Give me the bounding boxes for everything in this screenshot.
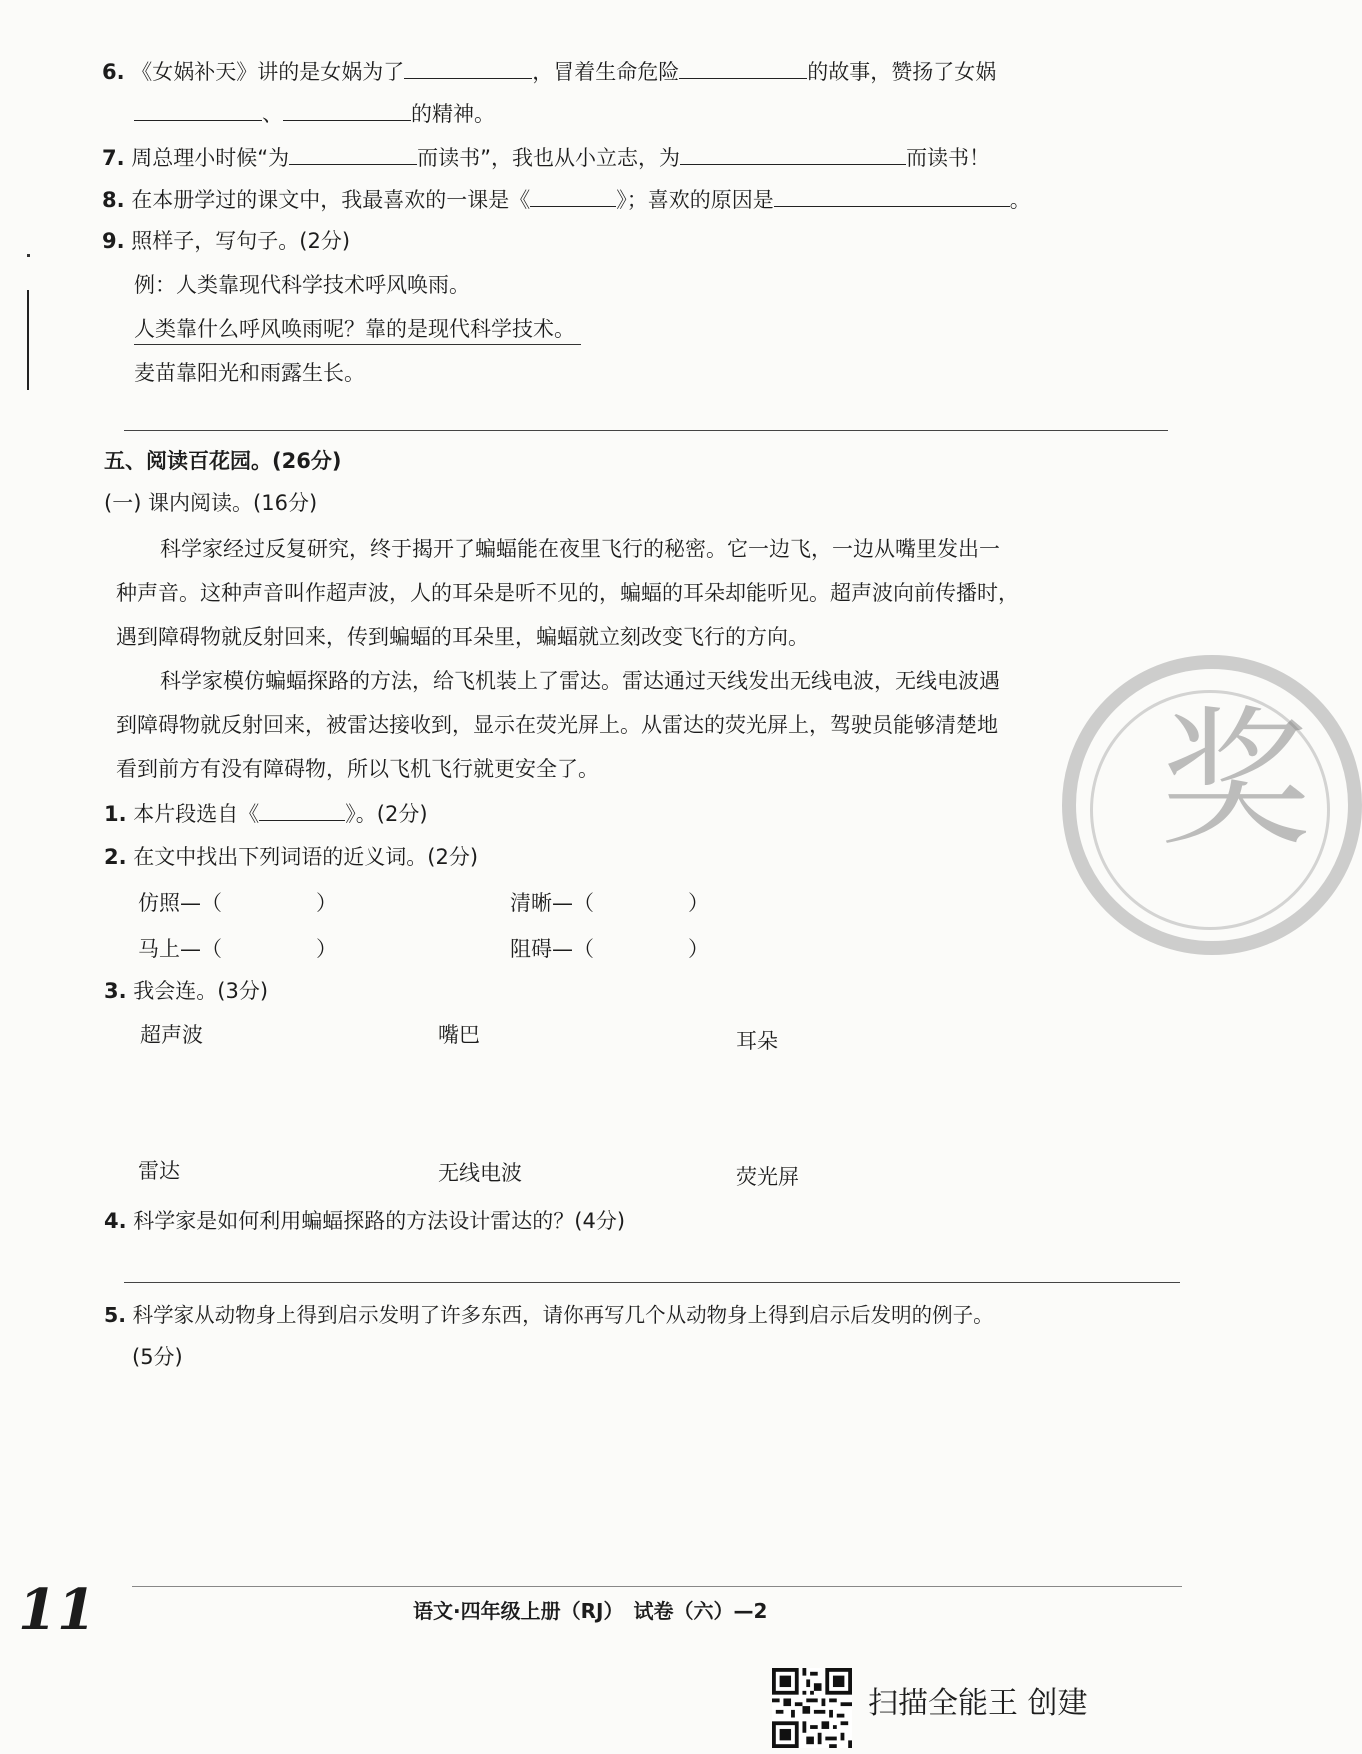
qr-code-icon	[772, 1668, 852, 1748]
q8-blank-reason[interactable]	[774, 184, 1010, 207]
q6-blank-4[interactable]	[283, 98, 411, 121]
synonym-item-1: 仿照—（ ）	[138, 891, 337, 915]
synonym-item-3: 马上—（ ）	[138, 937, 337, 961]
footer-rule	[132, 1586, 1182, 1587]
footer-title: 语文·四年级上册（RJ） 试卷（六）—2	[413, 1599, 768, 1623]
match-bottom-1[interactable]: 雷达	[138, 1159, 180, 1183]
q9-example: 例：人类靠现代科学技术呼风唤雨。	[134, 273, 470, 297]
passage-para1-line1: 科学家经过反复研究，终于揭开了蝙蝠能在夜里飞行的秘密。它一边飞，一边从嘴里发出一	[160, 537, 1000, 561]
section-5-title: 五、阅读百花园。(26分)	[104, 449, 342, 473]
match-top-2[interactable]: 嘴巴	[438, 1023, 480, 1047]
match-bottom-3[interactable]: 荧光屏	[736, 1165, 799, 1189]
reading-question-3: 3. 我会连。(3分)	[104, 979, 269, 1003]
passage-para1-line2: 种声音。这种声音叫作超声波，人的耳朵是听不见的，蝙蝠的耳朵却能听见。超声波向前传播时，	[116, 581, 1019, 605]
match-top-1[interactable]: 超声波	[140, 1023, 203, 1047]
q6-blank-3[interactable]	[134, 98, 262, 121]
question-6-line2: 、 的精神。	[134, 98, 495, 129]
award-stamp-char: 奖	[1160, 693, 1311, 867]
margin-binding-mark	[27, 290, 29, 390]
r1-blank[interactable]	[259, 798, 345, 821]
question-9: 9. 照样子，写句子。(2分)	[102, 229, 351, 253]
section-5-subtitle: (一) 课内阅读。(16分)	[104, 491, 318, 515]
scanner-watermark-text: 扫描全能王 创建	[868, 1686, 1088, 1721]
r4-answer-line[interactable]	[124, 1282, 1180, 1283]
reading-question-5: 5. 科学家从动物身上得到启示发明了许多东西，请你再写几个从动物身上得到启示后发明的例子。	[104, 1303, 994, 1327]
passage-para2-line2: 到障碍物就反射回来，被雷达接收到，显示在荧光屏上。从雷达的荧光屏上，驾驶员能够清楚地	[116, 713, 998, 737]
r5-score: (5分)	[132, 1345, 183, 1369]
q9-answer-line[interactable]	[124, 430, 1168, 431]
passage-para2-line1: 科学家模仿蝙蝠探路的方法，给飞机装上了雷达。雷达通过天线发出无线电波，无线电波遇	[160, 669, 1000, 693]
q6-blank-1[interactable]	[404, 56, 532, 79]
reading-question-4: 4. 科学家是如何利用蝙蝠探路的方法设计雷达的？(4分)	[104, 1209, 626, 1233]
q7-blank-2[interactable]	[680, 142, 906, 165]
q7-blank-1[interactable]	[289, 142, 417, 165]
synonym-item-4: 阻碍—（ ）	[510, 937, 709, 961]
margin-dot	[27, 254, 30, 257]
passage-para1-line3: 遇到障碍物就反射回来，传到蝙蝠的耳朵里，蝙蝠就立刻改变飞行的方向。	[116, 625, 809, 649]
question-6-line1: 6. 《女娲补天》讲的是女娲为了 ，冒着生命危险 的故事，赞扬了女娲	[102, 56, 996, 87]
q6-blank-2[interactable]	[679, 56, 807, 79]
q9-task: 麦苗靠阳光和雨露生长。	[134, 361, 365, 385]
question-8: 8. 在本册学过的课文中，我最喜欢的一课是《 》；喜欢的原因是 。	[102, 184, 1031, 215]
passage-para2-line3: 看到前方有没有障碍物，所以飞机飞行就更安全了。	[116, 757, 599, 781]
reading-question-1: 1. 本片段选自《 》。(2分)	[104, 798, 428, 829]
question-7: 7. 周总理小时候“为 而读书”，我也从小立志，为 而读书！	[102, 142, 990, 173]
match-top-3[interactable]: 耳朵	[736, 1029, 778, 1053]
q8-blank-title[interactable]	[530, 184, 616, 207]
page-number: 11	[18, 1577, 96, 1643]
reading-question-2: 2. 在文中找出下列词语的近义词。(2分)	[104, 845, 479, 869]
q9-example-answer: 人类靠什么呼风唤雨呢？靠的是现代科学技术。	[134, 314, 581, 345]
synonym-item-2: 清晰—（ ）	[510, 891, 709, 915]
match-bottom-2[interactable]: 无线电波	[438, 1161, 522, 1185]
